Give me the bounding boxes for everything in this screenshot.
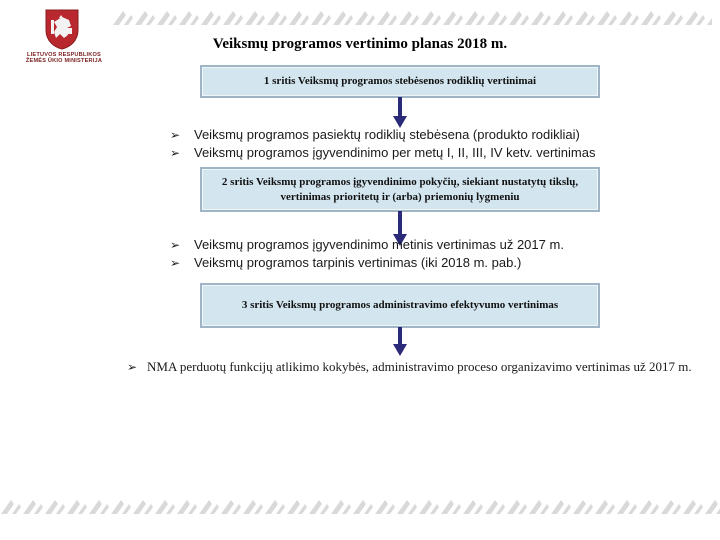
section-3-bullets (127, 359, 712, 375)
list-item: ➢ Veiksmų programos tarpinis vertinimas (iki 2018 m. pab.) (170, 255, 522, 270)
section-3-box (200, 283, 600, 328)
page-title: Veiksmų programos vertinimo planas 2018 m. (212, 36, 508, 52)
section-1-title: 1 sritis Veiksmų programos stebėsenos rodiklių vertinimai (263, 75, 537, 87)
down-arrow-icon (392, 327, 408, 357)
arrowhead-bullet-icon: ➢ (170, 146, 181, 160)
ornament-pattern-icon (112, 8, 712, 28)
section-2-bullets (170, 236, 564, 272)
arrowhead-bullet-icon: ➢ (127, 360, 138, 374)
arrowhead-bullet-icon: ➢ (170, 256, 181, 270)
list-item: ➢ Veiksmų programos įgyvendinimo metinis vertinimas už 2017 m. (170, 237, 564, 252)
section-1-box (200, 65, 600, 98)
list-item: ➢ Veiksmų programos pasiektų rodiklių stebėsena (produkto rodikliai) (170, 127, 580, 142)
ornament-pattern-icon (0, 497, 720, 517)
org-name-line2: ŽEMĖS ŪKIO MINISTERIJA (25, 58, 103, 65)
down-arrow-icon (392, 97, 408, 129)
list-item: ➢ NMA perduotų funkcijų atlikimo kokybės, administravimo proceso organizavimo vertinimas už 2017 m. (127, 359, 692, 374)
section-2-title: 2 sritis Veiksmų programos įgyvendinimo pokyčių, siekiant nustatytų tikslų, vertinimas prioritetų ir (arba) priemonių lygmeniu (221, 175, 579, 203)
arrowhead-bullet-icon: ➢ (170, 238, 181, 252)
arrowhead-bullet-icon: ➢ (170, 128, 181, 142)
top-ornament-band (112, 8, 712, 28)
section-1-bullets (170, 126, 595, 162)
bottom-ornament-band (0, 497, 720, 517)
section-3-title: 3 sritis Veiksmų programos administravimo efektyvumo vertinimas (241, 299, 559, 311)
org-name-line1: LIETUVOS RESPUBLIKOS (27, 52, 101, 58)
list-item: ➢ Veiksmų programos įgyvendinimo per metų I, II, III, IV ketv. vertinimas (170, 145, 596, 160)
section-2-box (200, 167, 600, 212)
